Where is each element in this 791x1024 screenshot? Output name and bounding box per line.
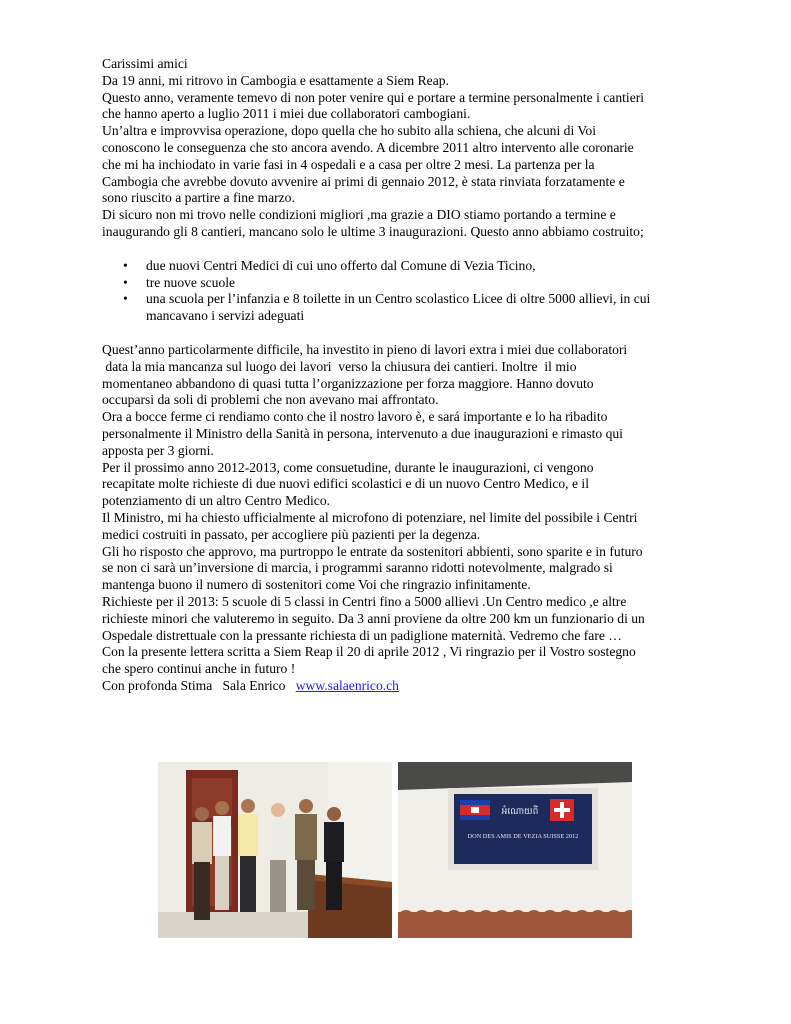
- signature: Con profonda Stima Sala Enrico: [102, 677, 286, 693]
- plaque-photo-illustration: [398, 762, 632, 938]
- text-line: Questo anno, veramente temevo di non poter venire qui e portare a termine personalmente i cantieri: [102, 89, 645, 105]
- text-line: Ora a bocce ferme ci rendiamo conto che il nostro lavoro è, e sará importante e lo ha ribadito: [102, 409, 608, 425]
- text-line: Per il prossimo anno 2012-2013, come consuetudine, durante le inaugurazioni, ci vengono: [102, 459, 594, 475]
- construction-list: [102, 258, 702, 325]
- text-line: apposta per 3 giorni.: [102, 442, 214, 458]
- text-line: che spero continui anche in futuro !: [102, 661, 296, 677]
- text-line: data la mia mancanza sul luogo dei lavori verso la chiusura dei cantieri. Inoltre il mio: [102, 358, 577, 374]
- text-line: conoscono le conseguenza che sto ancora avendo. A dicembre 2011 altro intervento alle coronarie: [102, 139, 634, 155]
- text-line: Da 19 anni, mi ritrovo in Cambogia e esattamente a Siem Reap.: [102, 72, 449, 88]
- text-line: Con la presente lettera scritta a Siem Reap il 20 di aprile 2012 , Vi ringrazio per il Vostro sostegno: [102, 644, 636, 660]
- photo-plaque: [398, 762, 632, 938]
- cambodia-flag-icon: [460, 800, 490, 820]
- list-item: • tre nuove scuole: [102, 275, 702, 292]
- list-item-line: mancavano i servizi adeguati: [146, 308, 305, 324]
- text-line: potenziamento di un altro Centro Medico.: [102, 493, 331, 509]
- text-line: Richieste per il 2013: 5 scuole di 5 classi in Centri fino a 5000 allievi .Un Centro medico ,e altre: [102, 593, 627, 609]
- text-line: medici costruiti in passato, per accogliere più pazienti per la degenza.: [102, 526, 481, 542]
- text-line: Gli ho risposto che approvo, ma purtroppo le entrate da sostenitori abbienti, sono sparite e in futuro: [102, 543, 643, 559]
- text-line: inaugurando gli 8 cantieri, mancano solo le ultime 3 inaugurazioni. Questo anno abbiamo costruito;: [102, 223, 644, 239]
- website-link[interactable]: www.salaenrico.ch: [295, 677, 399, 693]
- text-line: che hanno aperto a luglio 2011 i miei due collaboratori cambogiani.: [102, 106, 471, 122]
- swiss-flag-icon: [550, 799, 574, 821]
- text-line: sono riuscito a partire a fine marzo.: [102, 190, 295, 206]
- list-item: • due nuovi Centri Medici di cui uno offerto dal Comune di Vezia Ticino,: [102, 258, 702, 275]
- text-line: Quest’anno particolarmente difficile, ha investito in pieno di lavori extra i miei due collaboratori: [102, 341, 628, 357]
- signature-line: [102, 678, 702, 695]
- list-item-line: una scuola per l’infanzia e 8 toilette in un Centro scolastico Licee di oltre 5000 allievi, in cui: [146, 291, 651, 307]
- text-line: Il Ministro, mi ha chiesto ufficialmente al microfono di potenziare, nel limite del possibile i Centri: [102, 509, 638, 525]
- text-line: Ospedale distrettuale con la pressante richiesta di un padiglione maternità. Vedremo che fare …: [102, 627, 622, 643]
- line-greeting: Carissimi amici: [102, 56, 188, 71]
- text-line: Un’altra e improvvisa operazione, dopo quella che ho subito alla schiena, che alcuni di Voi: [102, 123, 597, 139]
- text-line: momentaneo abbandono di quasi tutta l’organizzazione per forza maggiore. Hanno dovuto: [102, 375, 594, 391]
- plaque-caption: DON DES AMIS DE VEZIA SUISSE 2012: [467, 833, 579, 840]
- text-line: che mi ha inchiodato in varie fasi in 4 ospedali e a casa per oltre 2 mesi. La partenza per la: [102, 156, 595, 172]
- text-line: occuparsi da soli di problemi che non avevano mai affrontato.: [102, 392, 439, 408]
- text-line: Di sicuro non mi trovo nelle condizioni migliori ,ma grazie a DIO stiamo portando a termine e: [102, 207, 616, 223]
- text-line: mantenga buono il numero di sostenitori come Voi che ringrazio infinitamente.: [102, 577, 531, 593]
- text-line: Cambogia che avrebbe dovuto avvenire ai primi di gennaio 2012, è stata rinviata forzatamente e: [102, 173, 625, 189]
- text-line: recapitate molte richieste di due nuovi edifici scolastici e di un nuovo Centro Medico, e il: [102, 476, 589, 492]
- text-line: se non ci sarà un’inversione di marcia, i programmi saranno ridotti notevolmente, malgrado si: [102, 560, 613, 576]
- plaque-khmer-text: អំណោយពី: [501, 807, 539, 817]
- text-line: richieste minori che valuteremo in seguito. Da 3 anni proviene da oltre 200 km un funzionario di un: [102, 610, 645, 626]
- letter-body: [102, 56, 702, 695]
- text-line: personalmente il Ministro della Sanità in persona, intervenuto a due inaugurazioni e rimasto qui: [102, 425, 623, 441]
- photo-group-inauguration: [158, 762, 392, 938]
- group-photo-illustration: [158, 762, 392, 938]
- list-item: [102, 291, 702, 325]
